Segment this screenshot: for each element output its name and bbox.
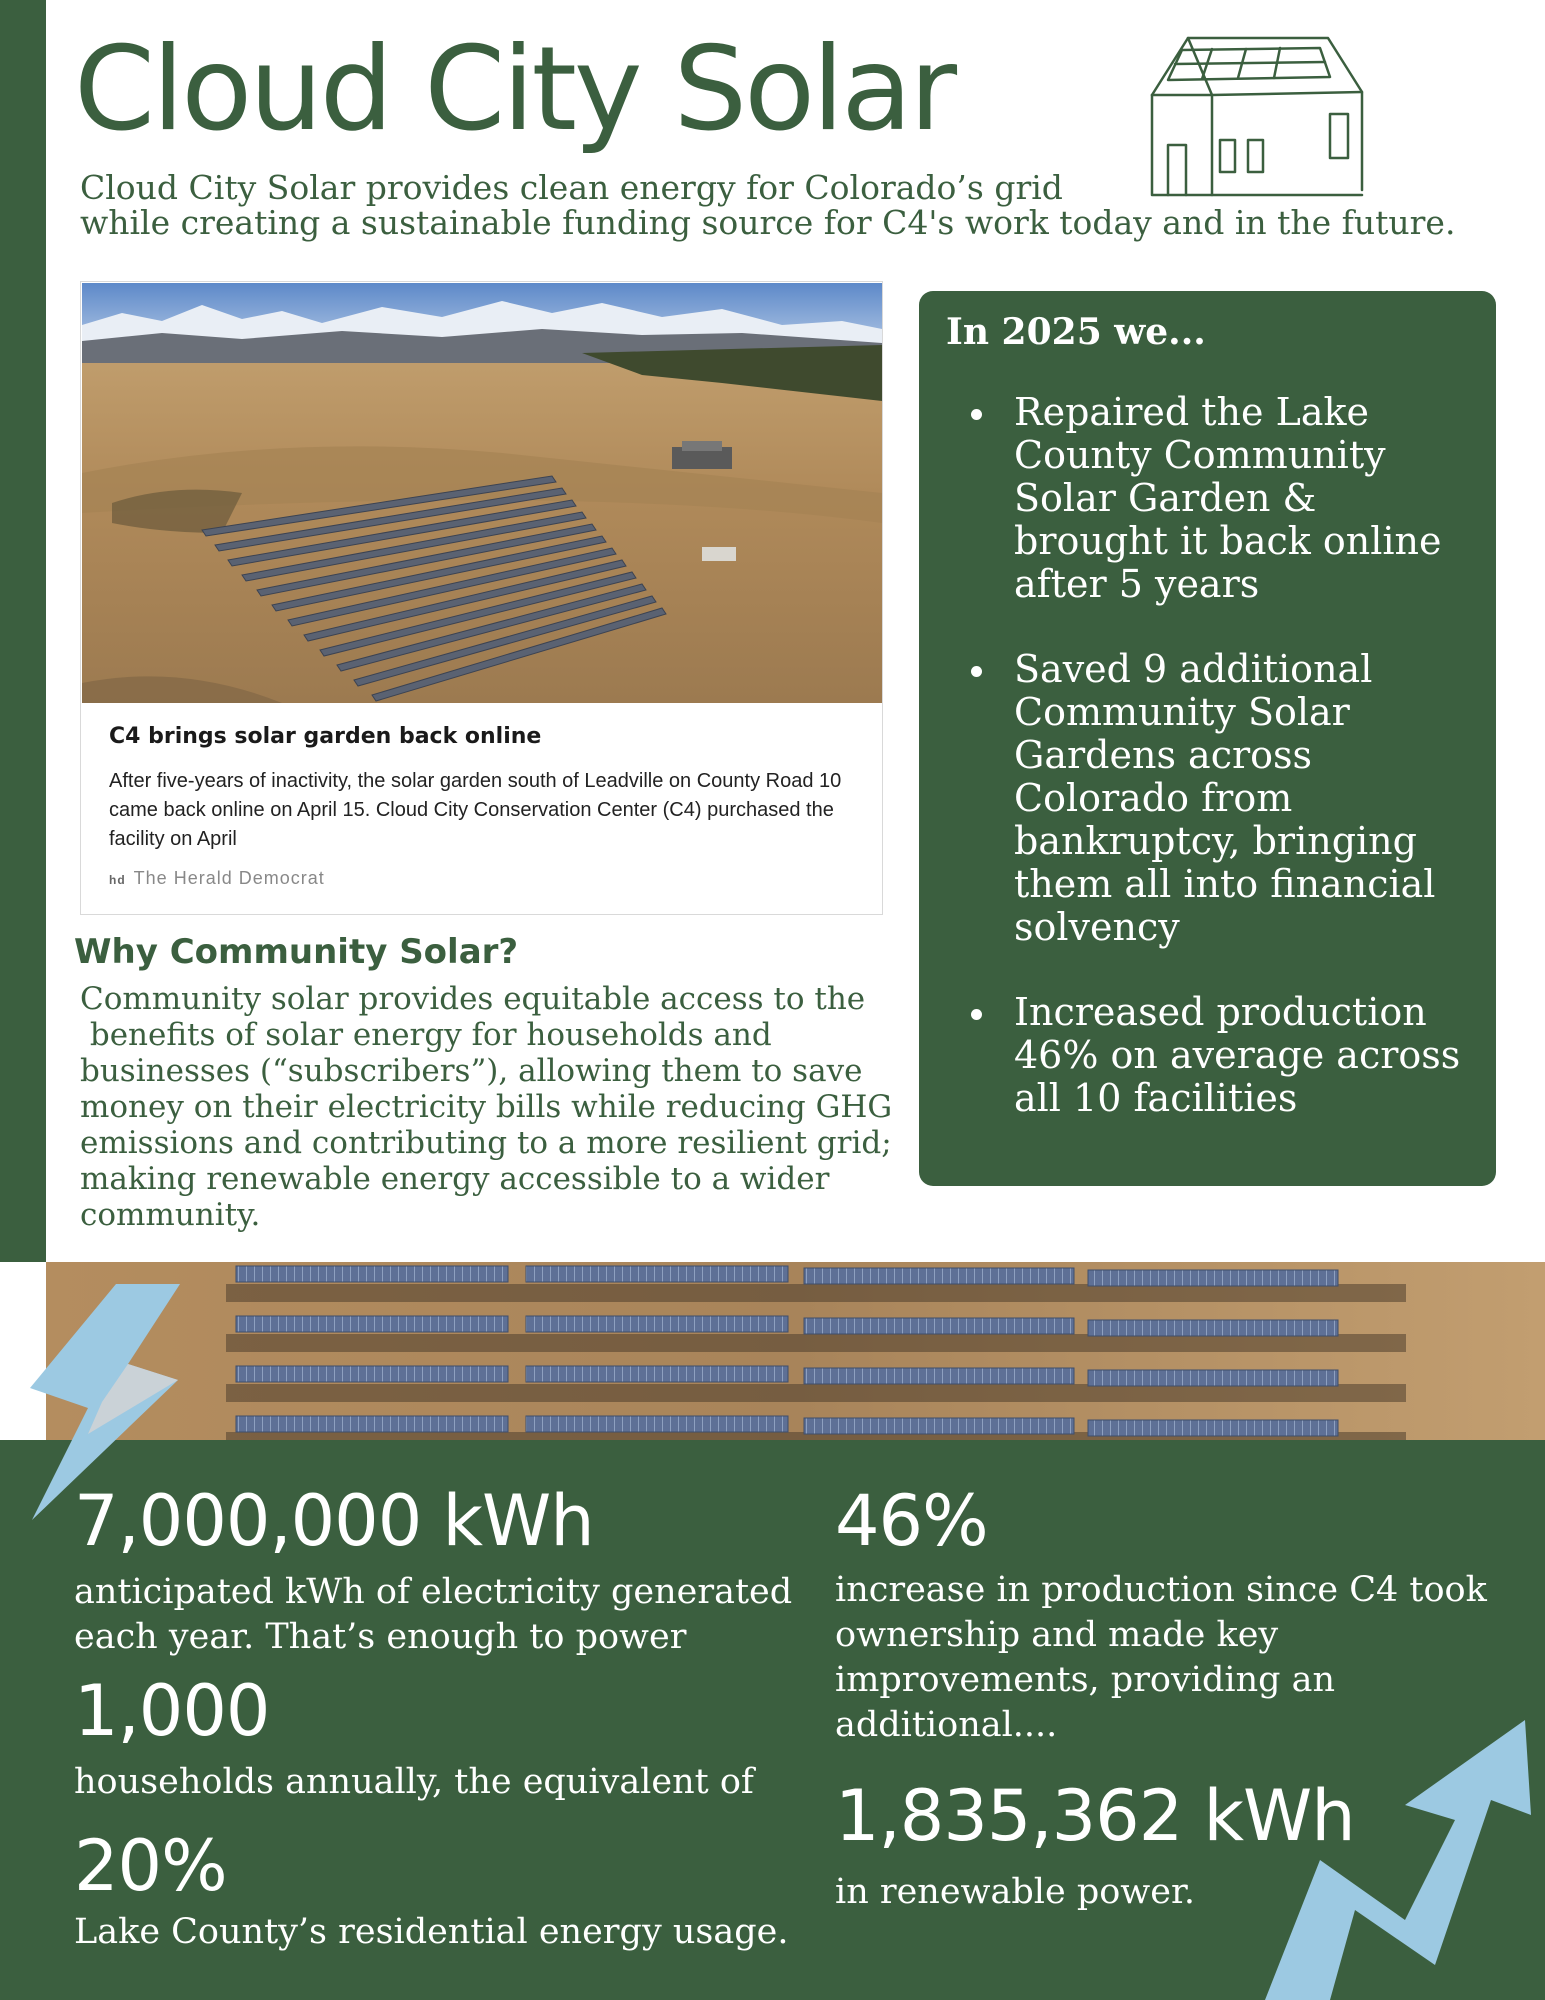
stat-percent-usage: 20%	[74, 1825, 227, 1907]
growth-arrow-icon	[1265, 1720, 1545, 2000]
intro-text	[80, 170, 1500, 240]
left-accent-bar	[0, 0, 46, 1262]
news-article-card[interactable]	[80, 281, 883, 915]
solar-garden-aerial-photo	[82, 283, 882, 703]
lightning-bolt-icon	[30, 1284, 180, 1524]
achievement-item: Increased production 46% on average across all 10 facilities	[919, 991, 1479, 1120]
achievement-item: Saved 9 additional Community Solar Gardens across Colorado from bankruptcy, bringing them all into financial solvency	[919, 648, 1479, 949]
stat-production-increase: 46%	[835, 1480, 988, 1562]
stat-households-text: households annually, the equivalent of	[74, 1762, 754, 1802]
intro-line-1: Cloud City Solar provides clean energy for Colorado’s grid	[80, 168, 1063, 207]
why-community-solar-text: Community solar provides equitable access to the benefits of solar energy for households and businesses (“subscribers”), allowing them to save money on their electricity bills while reducing GHG emissions and contributing to a more resilient grid; making renewable energy accessible to a wider community.	[80, 981, 893, 1233]
stat-percent-usage-text: Lake County’s residential energy usage.	[74, 1912, 789, 1952]
solar-panels-strip-photo	[46, 1262, 1545, 1440]
achievements-list	[919, 391, 1479, 1162]
achievements-title: In 2025 we...	[946, 311, 1206, 353]
article-source-name: The Herald Democrat	[133, 868, 325, 888]
stat-annual-kwh-text: anticipated kWh of electricity generated each year. That’s enough to power	[74, 1572, 793, 1657]
stat-households: 1,000	[74, 1670, 270, 1752]
achievement-item: Repaired the Lake County Community Solar Garden & brought it back online after 5 years	[919, 391, 1479, 606]
article-summary: After five-years of inactivity, the solar garden south of Leadville on County Road 10 came back online on April 15. Cloud City Conservation Center (C4) purchased the facility on April	[109, 770, 842, 850]
herald-democrat-logo-icon: hd	[109, 873, 126, 887]
stat-additional-kwh-text: in renewable power.	[835, 1872, 1195, 1912]
stat-production-increase-text: increase in production since C4 took ownership and made key improvements, providing an additional....	[835, 1570, 1487, 1745]
page-title: Cloud City Solar	[74, 22, 955, 157]
intro-line-2: while creating a sustainable funding source for C4's work today and in the future.	[80, 203, 1456, 242]
achievements-panel	[919, 291, 1496, 1186]
article-source	[109, 868, 325, 889]
stat-additional-kwh: 1,835,362 kWh	[835, 1775, 1355, 1857]
article-headline[interactable]: C4 brings solar garden back online	[109, 724, 542, 749]
why-community-solar-heading: Why Community Solar?	[74, 932, 519, 972]
stat-annual-kwh: 7,000,000 kWh	[74, 1480, 594, 1562]
